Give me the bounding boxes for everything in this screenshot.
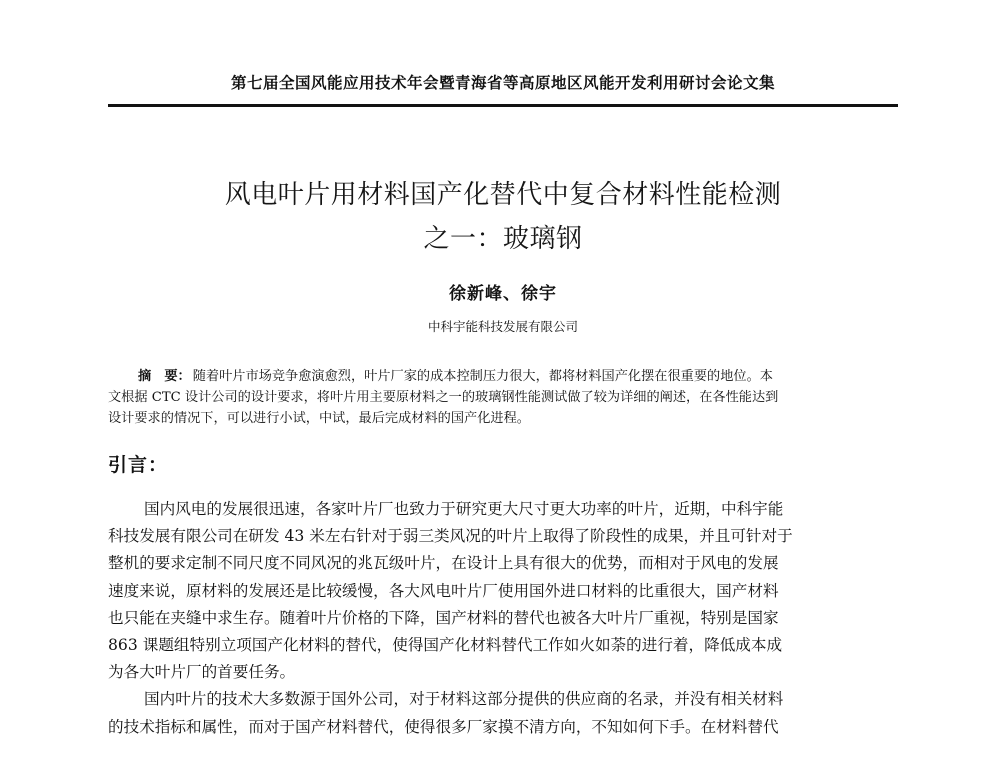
header-rule [108,104,898,107]
affiliation: 中科宇能科技发展有限公司 [427,319,578,334]
body-line: 也只能在夹缝中求生存。随着叶片价格的下降，国产材料的替代也被各大叶片厂重视，特别是国家 [108,608,779,627]
abstract-text: 随着叶片市场竞争愈演愈烈，叶片厂家的成本控制压力很大，都将材料国产化摆在很重要的地位。本 [192,369,773,384]
abstract [108,366,898,429]
body-line: 整机的要求定制不同尺度不同风况的兆瓦级叶片，在设计上具有很大的优势，而相对于风电的发展 [108,554,779,573]
body-line: 速度来说，原材料的发展还是比较缓慢，各大风电叶片厂使用国外进口材料的比重很大，国产材料 [108,581,779,600]
abstract-label: 摘 要： [138,369,191,384]
paper-title-line-2: 之一：玻璃钢 [423,224,583,254]
body-line: 科技发展有限公司在研发 43 米左右针对于弱三类风况的叶片上取得了阶段性的成果，并且可针对于 [108,527,793,546]
abstract-line: 设计要求的情况下，可以进行小试，中试，最后完成材料的国产化进程。 [108,411,530,426]
paper-title-line-1: 风电叶片用材料国产化替代中复合材料性能检测 [224,180,782,210]
body-text [108,496,898,741]
body-line: 863 课题组特别立项国产化材料的替代，使得国产化材料替代工作如火如荼的进行着，降低成本成 [108,635,783,654]
authors: 徐新峰、徐宇 [449,284,557,304]
body-line: 的技术指标和属性，而对于国产材料替代，使得很多厂家摸不清方向，不知如何下手。在材料替代 [108,717,779,736]
section-heading-introduction: 引言： [108,454,169,476]
body-line: 为各大叶片厂的首要任务。 [108,663,296,682]
body-line: 国内风电的发展很迅速，各家叶片厂也致力于研究更大尺寸更大功率的叶片，近期，中科宇能 [144,500,784,518]
abstract-line: 文根据 CTC 设计公司的设计要求，将叶片用主要原材料之一的玻璃钢性能测试做了较为详细的阐述，在各性能达到 [108,390,779,405]
running-header: 第七届全国风能应用技术年会暨青海省等高原地区风能开发利用研讨会论文集 [230,73,775,92]
abstract-line [108,366,898,387]
body-line: 国内叶片的技术大多数源于国外公司，对于材料这部分提供的供应商的名录，并没有相关材料 [144,690,784,709]
